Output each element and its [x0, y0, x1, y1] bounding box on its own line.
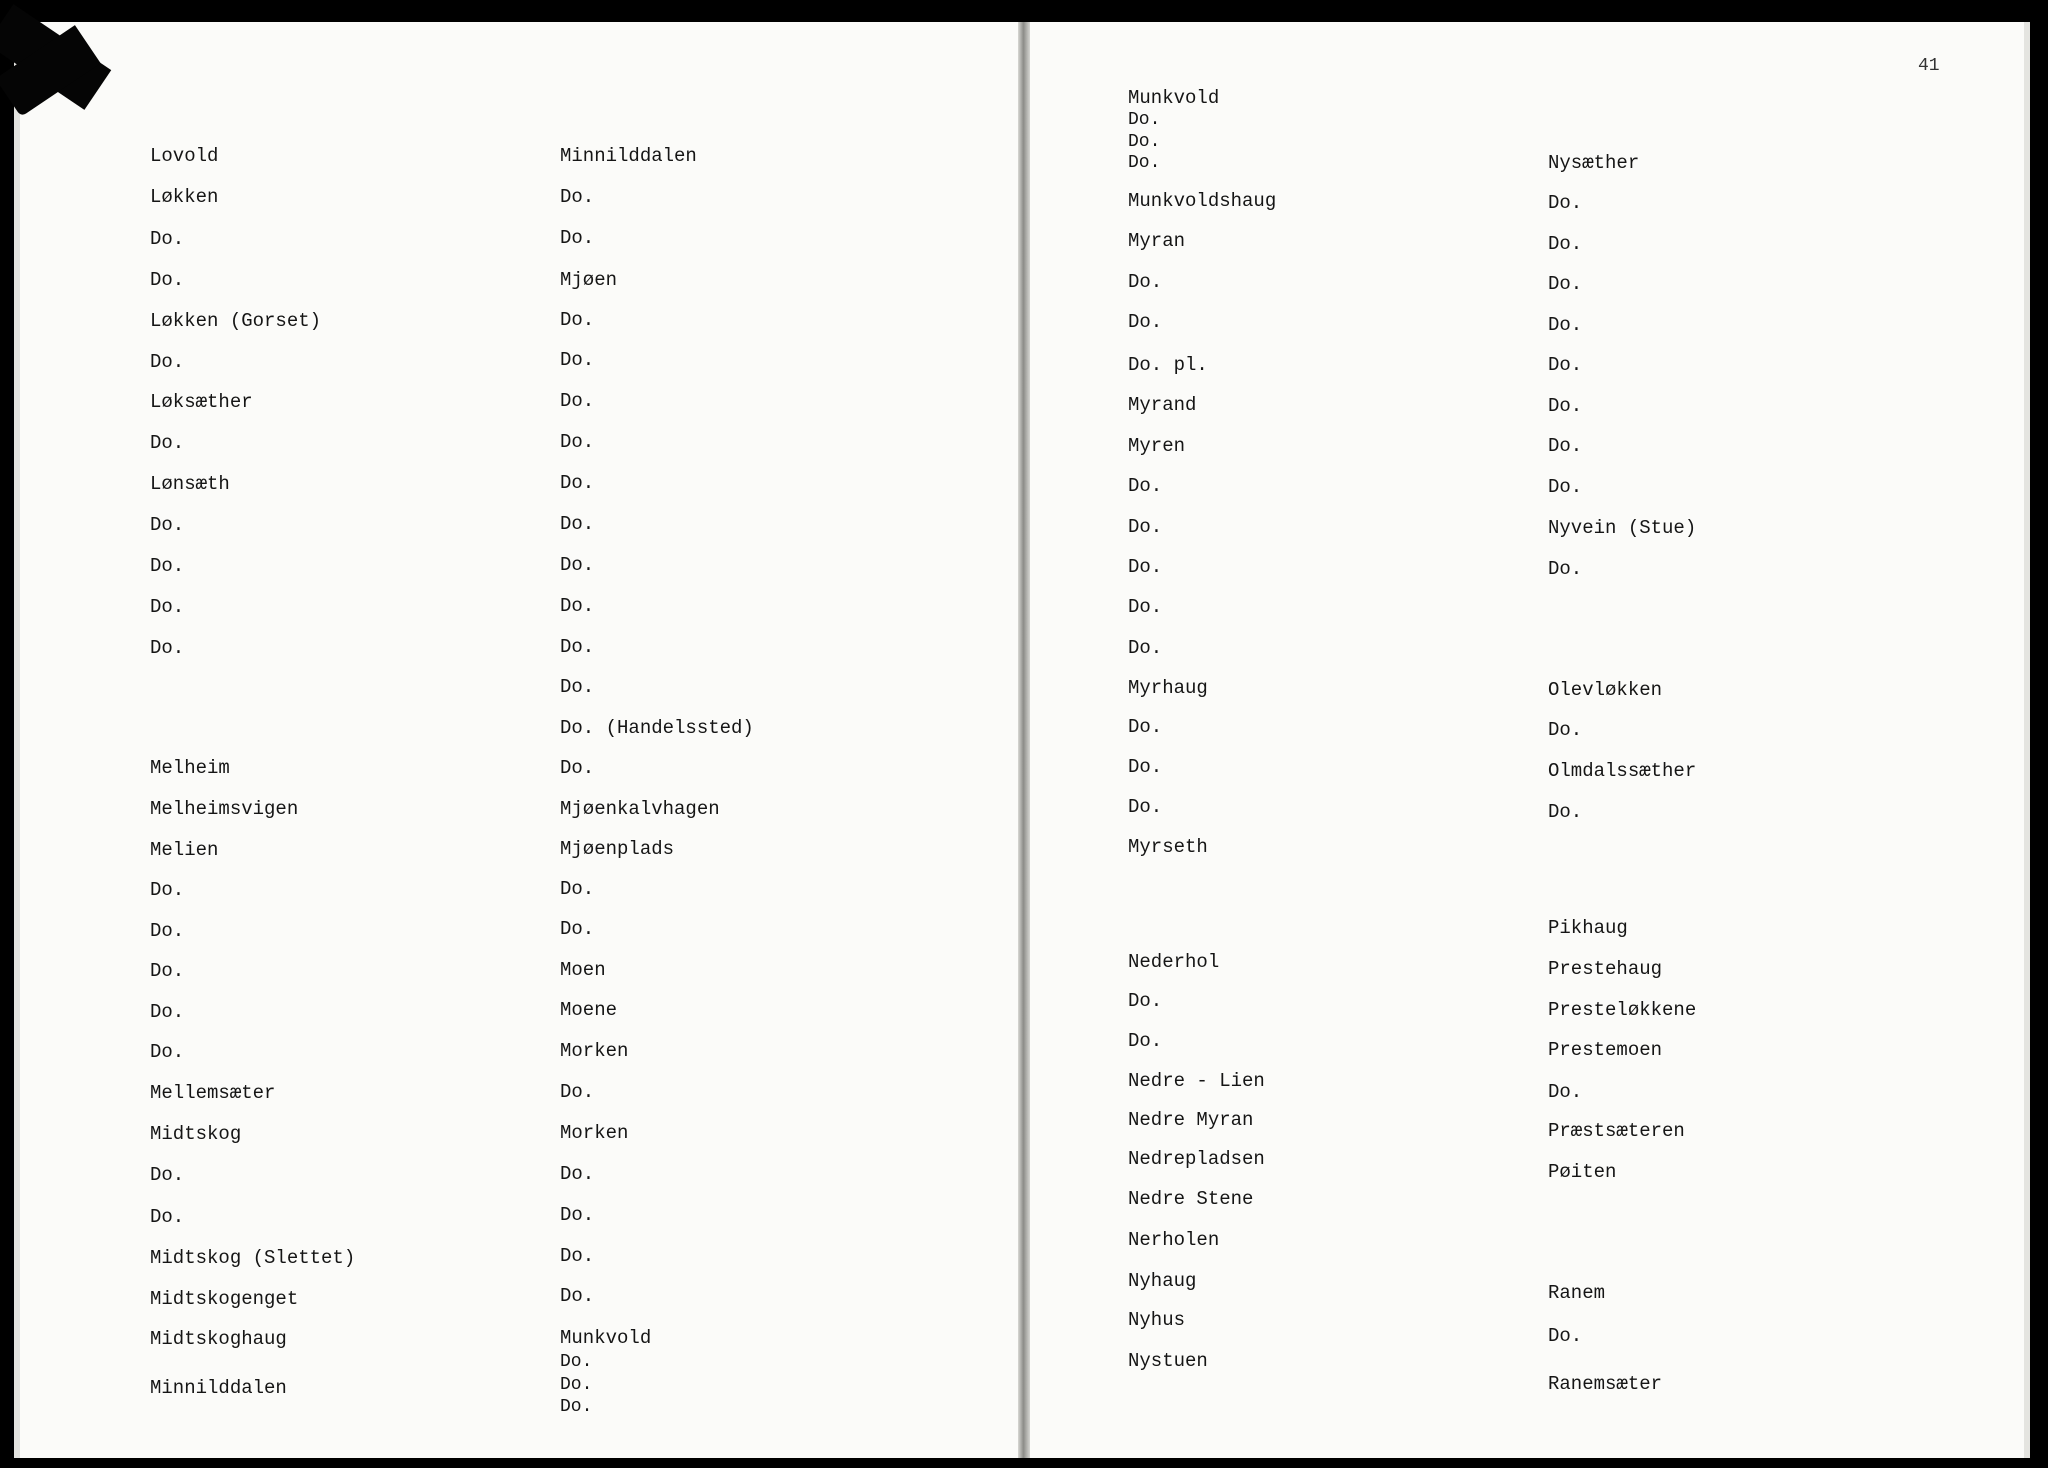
index-name: Do. [150, 637, 185, 659]
index-name: Do. [560, 1081, 595, 1103]
index-name: Do. [150, 432, 185, 454]
index-name: Do. [1128, 716, 1163, 738]
index-name: Do. [1128, 271, 1163, 293]
index-name: Pikhaug [1548, 917, 1628, 939]
index-name: Nyhaug [1128, 1270, 1197, 1292]
index-name: Do. [150, 1041, 185, 1063]
index-name: Do. [560, 186, 595, 208]
index-name: Nedre Stene [1128, 1188, 1254, 1210]
index-name: Do. [560, 1285, 595, 1307]
index-name: Munkvold [560, 1327, 652, 1349]
index-name: Nyhus [1128, 1309, 1186, 1331]
index-name: Do. [1128, 756, 1163, 778]
index-name: Olmdalssæther [1548, 760, 1697, 782]
index-name: Melien [150, 839, 219, 861]
index-name: Morken [560, 1122, 629, 1144]
index-name: Nysæther [1548, 152, 1640, 174]
index-name: Midtskoghaug [150, 1328, 287, 1350]
index-name: Do. [150, 351, 185, 373]
index-name: Do. [1128, 556, 1163, 578]
index-name: Do. [1128, 596, 1163, 618]
index-name: Do. [560, 472, 595, 494]
index-name: Do. [560, 918, 595, 940]
index-name: Myren [1128, 435, 1186, 457]
index-name: Do. [150, 269, 185, 291]
index-name: Do. [1548, 801, 1583, 823]
index-name: Do. [150, 879, 185, 901]
book-gutter [1018, 22, 1030, 1458]
index-name: Minnilddalen [150, 1377, 287, 1399]
index-name: Nerholen [1128, 1229, 1220, 1251]
index-name: Do. [560, 757, 595, 779]
index-name: Nyvein (Stue) [1548, 517, 1697, 539]
index-name: Do. [560, 1352, 593, 1372]
index-name: Do. [1128, 475, 1163, 497]
index-name: Do. [1548, 1325, 1583, 1347]
index-name: Do. [150, 920, 185, 942]
index-name: Do. [150, 1001, 185, 1023]
index-name: Midtskog (Slettet) [150, 1247, 356, 1269]
index-name: Do. [560, 1204, 595, 1226]
index-name: Præstsæteren [1548, 1120, 1685, 1142]
index-name: Løkken (Gorset) [150, 310, 322, 332]
index-name: Do. [560, 513, 595, 535]
index-name: Do. [1128, 311, 1163, 333]
index-name: Do. pl. [1128, 354, 1208, 376]
index-name: Løkken [150, 186, 219, 208]
index-name: Minnilddalen [560, 145, 697, 167]
index-name: Midtskogenget [150, 1288, 299, 1310]
index-name: Do. [1548, 273, 1583, 295]
index-name: Do. [1548, 314, 1583, 336]
index-name: Do. [1548, 435, 1583, 457]
index-name: Do. [560, 554, 595, 576]
index-name: Munkvoldshaug [1128, 190, 1277, 212]
index-name: Do. [560, 1397, 593, 1417]
index-name: Do. [1128, 132, 1161, 152]
index-name: Myrseth [1128, 836, 1208, 858]
index-name: Do. [1128, 153, 1161, 173]
index-name: Do. [560, 1245, 595, 1267]
index-name: Do. [560, 390, 595, 412]
index-name: Do. [150, 596, 185, 618]
index-name: Myrand [1128, 394, 1197, 416]
index-name: Myrhaug [1128, 677, 1208, 699]
index-name: Myran [1128, 230, 1186, 252]
index-name: Moen [560, 959, 606, 981]
index-name: Prestemoen [1548, 1039, 1663, 1061]
index-name: Nedre Myran [1128, 1109, 1254, 1131]
index-name: Do. [1128, 110, 1161, 130]
right-page-edge [2024, 22, 2030, 1458]
index-name: Nedre - Lien [1128, 1070, 1265, 1092]
index-name: Do. [1128, 1030, 1163, 1052]
index-name: Do. [1548, 1081, 1583, 1103]
index-name: Do. [1548, 558, 1583, 580]
index-name: Moene [560, 999, 618, 1021]
index-name: Nystuen [1128, 1350, 1208, 1372]
index-name: Pøiten [1548, 1161, 1617, 1183]
index-name: Do. [150, 1206, 185, 1228]
index-name: Mjøenplads [560, 838, 675, 860]
index-name: Munkvold [1128, 87, 1220, 109]
index-name: Nedrepladsen [1128, 1148, 1265, 1170]
index-name: Do. [560, 349, 595, 371]
index-name: Ranem [1548, 1282, 1606, 1304]
index-name: Do. [560, 595, 595, 617]
index-name: Melheim [150, 757, 230, 779]
index-name: Do. [150, 555, 185, 577]
index-name: Do. [150, 1164, 185, 1186]
index-name: Lovold [150, 145, 219, 167]
index-name: Lønsæth [150, 473, 230, 495]
index-name: Prestehaug [1548, 958, 1663, 980]
index-name: Do. [560, 431, 595, 453]
index-name: Nederhol [1128, 951, 1220, 973]
index-name: Do. [150, 960, 185, 982]
index-name: Do. [560, 1163, 595, 1185]
index-name: Presteløkkene [1548, 999, 1697, 1021]
index-name: Do. [1548, 476, 1583, 498]
index-name: Do. [560, 878, 595, 900]
page-number: 41 [1918, 56, 1940, 76]
index-name: Do. [1128, 637, 1163, 659]
index-name: Do. [560, 1375, 593, 1395]
index-name: Mellemsæter [150, 1082, 276, 1104]
index-name: Mjøen [560, 269, 618, 291]
index-name: Do. [1128, 796, 1163, 818]
index-name: Midtskog [150, 1123, 242, 1145]
index-name: Ranemsæter [1548, 1373, 1663, 1395]
index-name: Do. [1548, 719, 1583, 741]
index-name: Do. [1128, 990, 1163, 1012]
index-name: Do. [560, 227, 595, 249]
index-name: Do. [1548, 354, 1583, 376]
index-name: Do. [1128, 516, 1163, 538]
index-name: Løksæther [150, 391, 253, 413]
index-name: Mjøenkalvhagen [560, 798, 720, 820]
index-name: Do. [560, 309, 595, 331]
index-name: Do. (Handelssted) [560, 717, 754, 739]
index-name: Do. [560, 676, 595, 698]
index-name: Melheimsvigen [150, 798, 299, 820]
index-name: Do. [150, 514, 185, 536]
index-name: Do. [1548, 233, 1583, 255]
index-name: Do. [1548, 395, 1583, 417]
index-name: Do. [560, 636, 595, 658]
index-name: Olevløkken [1548, 679, 1663, 701]
index-name: Do. [1548, 192, 1583, 214]
index-name: Do. [150, 228, 185, 250]
left-page-edge [14, 22, 20, 1458]
index-name: Morken [560, 1040, 629, 1062]
